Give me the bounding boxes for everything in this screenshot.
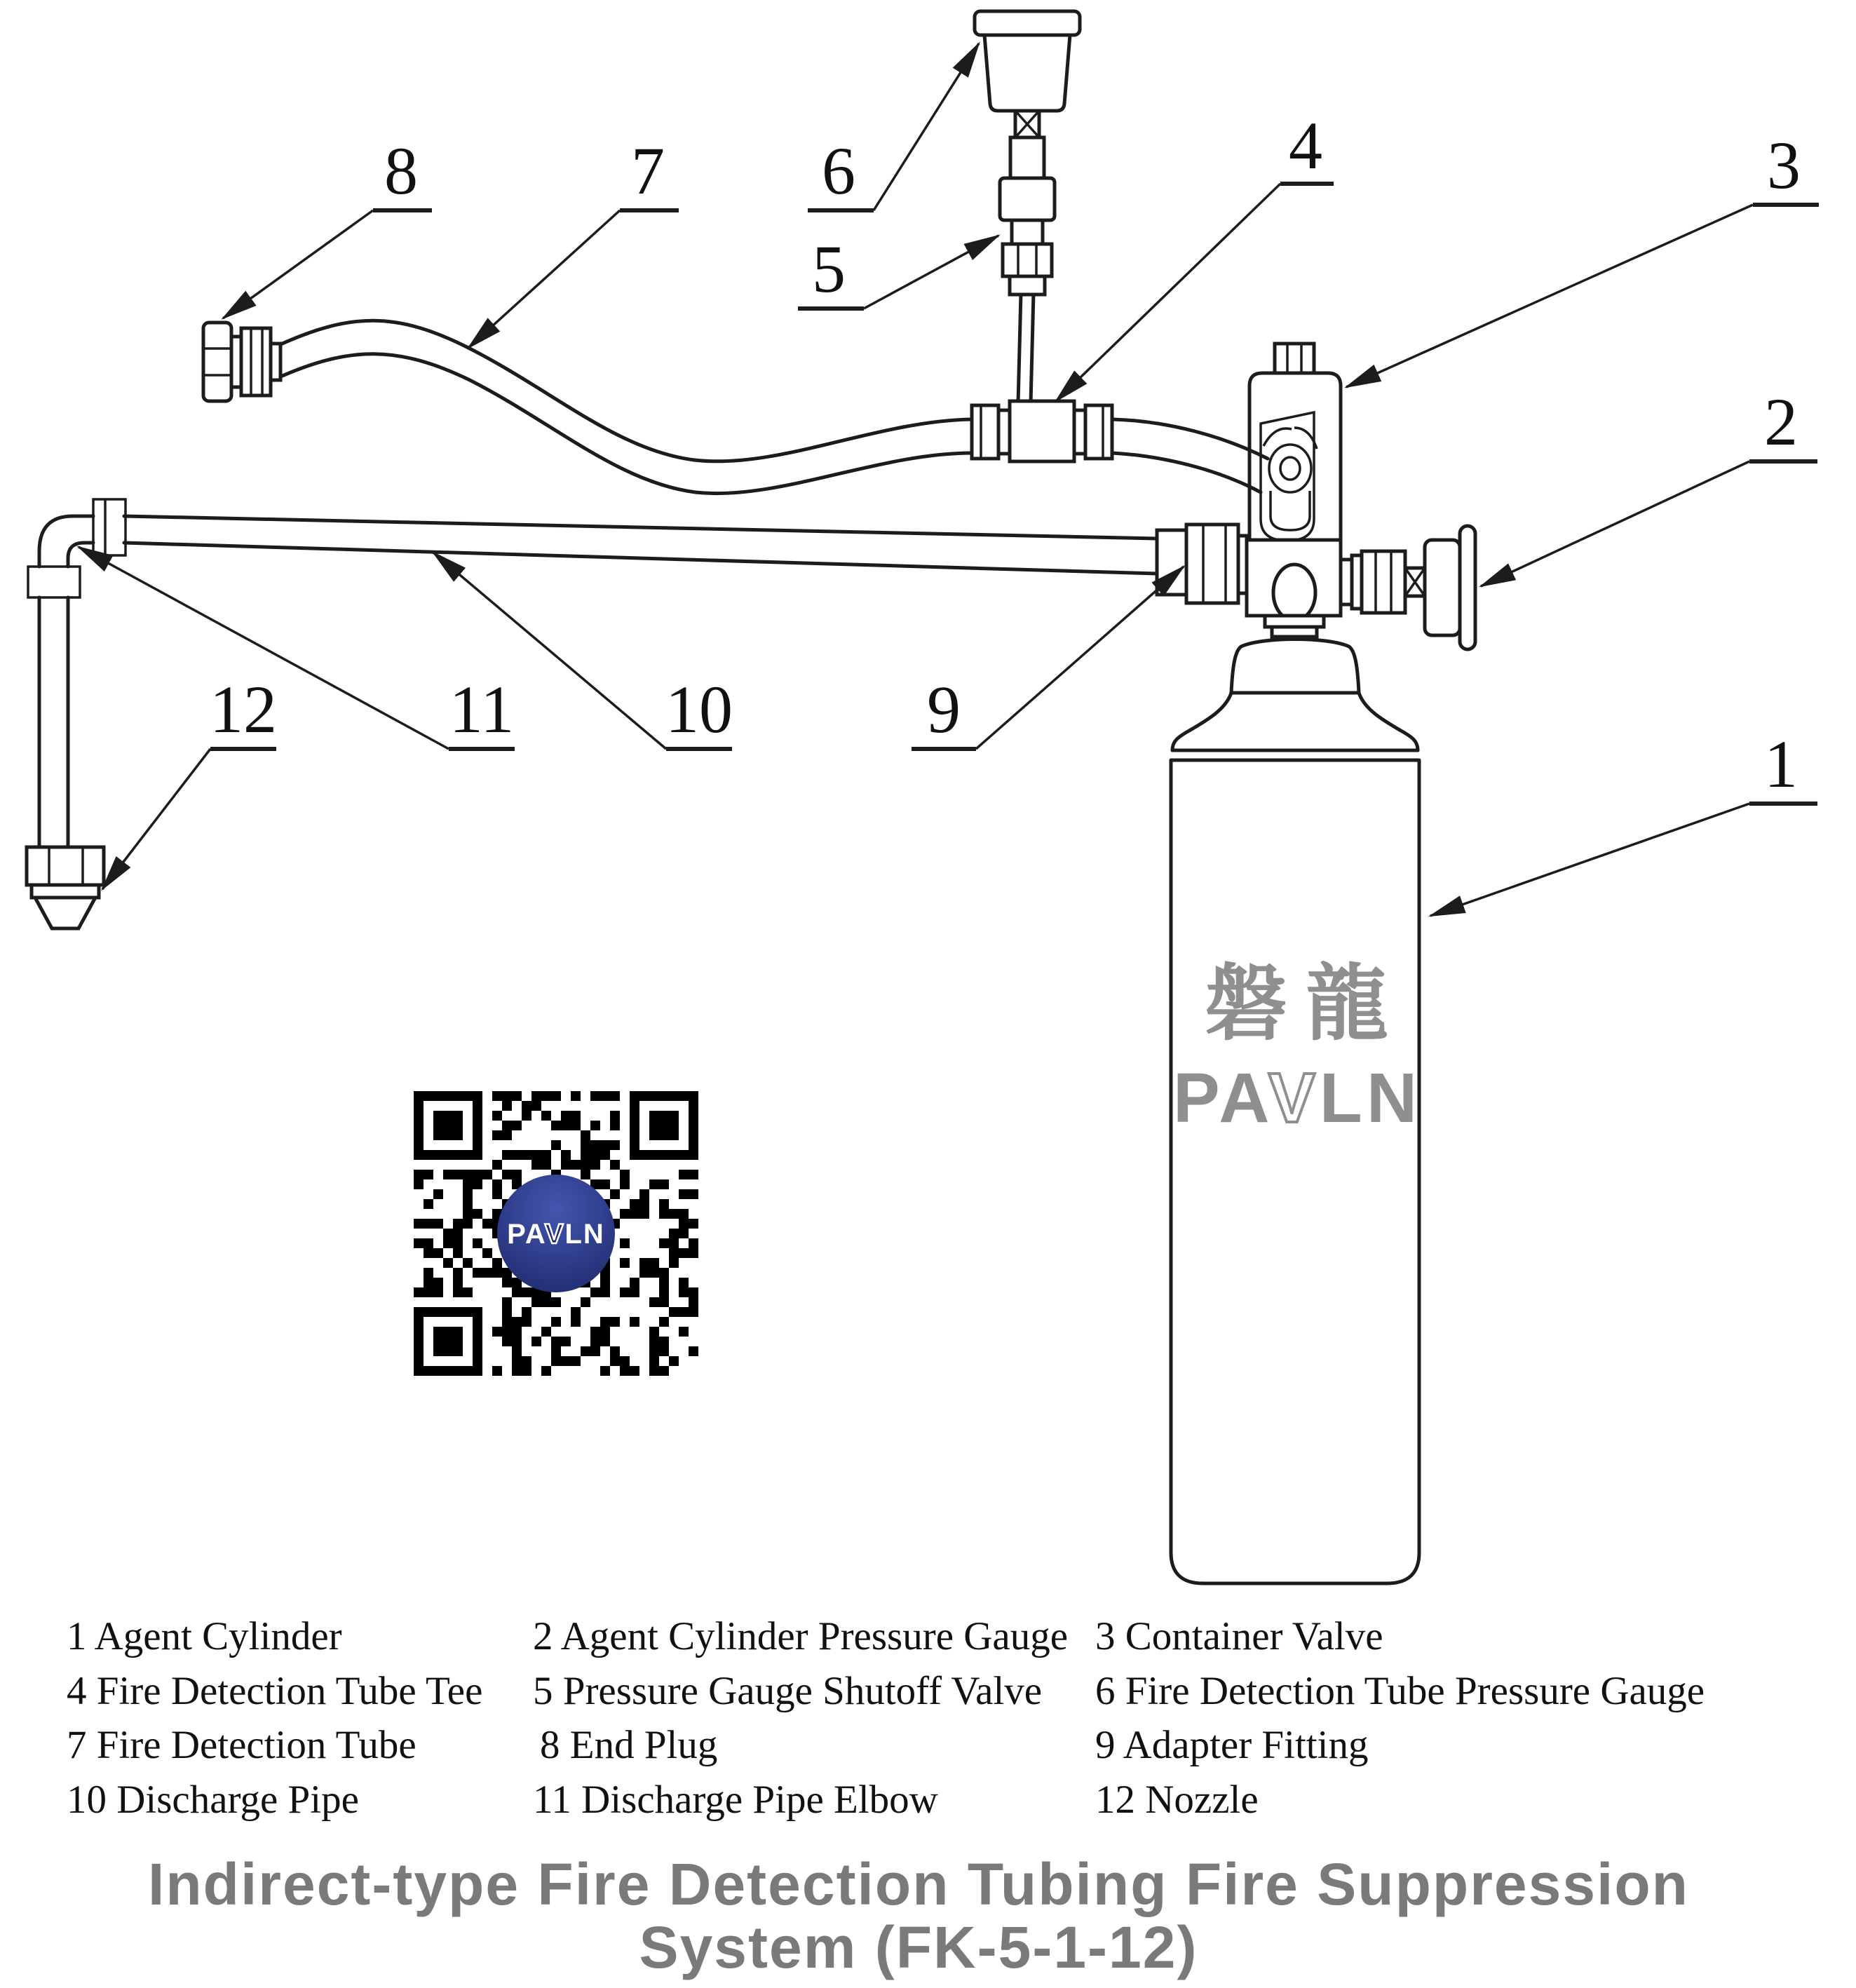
qr-logo-label: PAVLN — [507, 1219, 605, 1250]
legend-item: 9 Adapter Fitting — [1095, 1723, 1369, 1767]
agent-cylinder-pressure-gauge — [1341, 526, 1475, 649]
legend-item: 10 Discharge Pipe — [67, 1778, 359, 1822]
title-line-1: Indirect-type Fire Detection Tubing Fire Suppression — [147, 1851, 1690, 1917]
callout-label-1: 1 — [1764, 726, 1798, 802]
gauge-connecting-tube — [1018, 293, 1034, 403]
legend-item: 6 Fire Detection Tube Pressure Gauge — [1095, 1669, 1705, 1713]
fire-detection-tube-tee — [972, 401, 1112, 461]
callout-label-9: 9 — [927, 672, 961, 747]
cylinder-brand-en: PAVLN — [1172, 1059, 1422, 1137]
callout-label-4: 4 — [1289, 108, 1322, 183]
discharge-pipe — [93, 499, 1157, 574]
legend-item: 3 Container Valve — [1095, 1614, 1383, 1658]
legend-item: 12 Nozzle — [1095, 1778, 1259, 1822]
legend-item: 7 Fire Detection Tube — [67, 1723, 416, 1767]
title-line-2: System (FK-5-1-12) — [639, 1914, 1198, 1980]
end-plug — [203, 323, 280, 401]
callout-label-11: 11 — [449, 672, 515, 747]
diagram-title — [148, 1851, 1689, 1980]
callout-label-8: 8 — [384, 133, 418, 208]
legend-item: 2 Agent Cylinder Pressure Gauge — [533, 1614, 1069, 1658]
discharge-pipe-elbow — [28, 516, 93, 847]
qr-code — [414, 1091, 698, 1376]
pressure-gauge-shutoff-valve — [1000, 137, 1055, 295]
legend-item: 1 Agent Cylinder — [67, 1614, 342, 1658]
callout-label-12: 12 — [210, 672, 277, 747]
legend-item: 4 Fire Detection Tube Tee — [67, 1669, 483, 1713]
callout-label-2: 2 — [1764, 384, 1798, 459]
callout-leaders — [79, 43, 1819, 916]
nozzle — [27, 847, 104, 928]
callout-label-5: 5 — [812, 231, 846, 306]
fire-detection-tube — [279, 320, 972, 493]
legend-item: 11 Discharge Pipe Elbow — [533, 1778, 938, 1822]
cylinder-brand-cn: 磐龍 — [1204, 955, 1407, 1052]
callout-label-7: 7 — [631, 133, 665, 208]
parts-legend — [67, 1614, 1705, 1822]
adapter-fitting — [1157, 525, 1248, 603]
callout-label-3: 3 — [1767, 128, 1801, 203]
fire-detection-tube-pressure-gauge — [975, 11, 1080, 137]
legend-item: 5 Pressure Gauge Shutoff Valve — [533, 1669, 1043, 1713]
callout-label-6: 6 — [822, 133, 855, 208]
callout-label-10: 10 — [665, 672, 733, 747]
agent-cylinder — [1171, 640, 1421, 1584]
legend-item: 8 End Plug — [540, 1723, 718, 1767]
